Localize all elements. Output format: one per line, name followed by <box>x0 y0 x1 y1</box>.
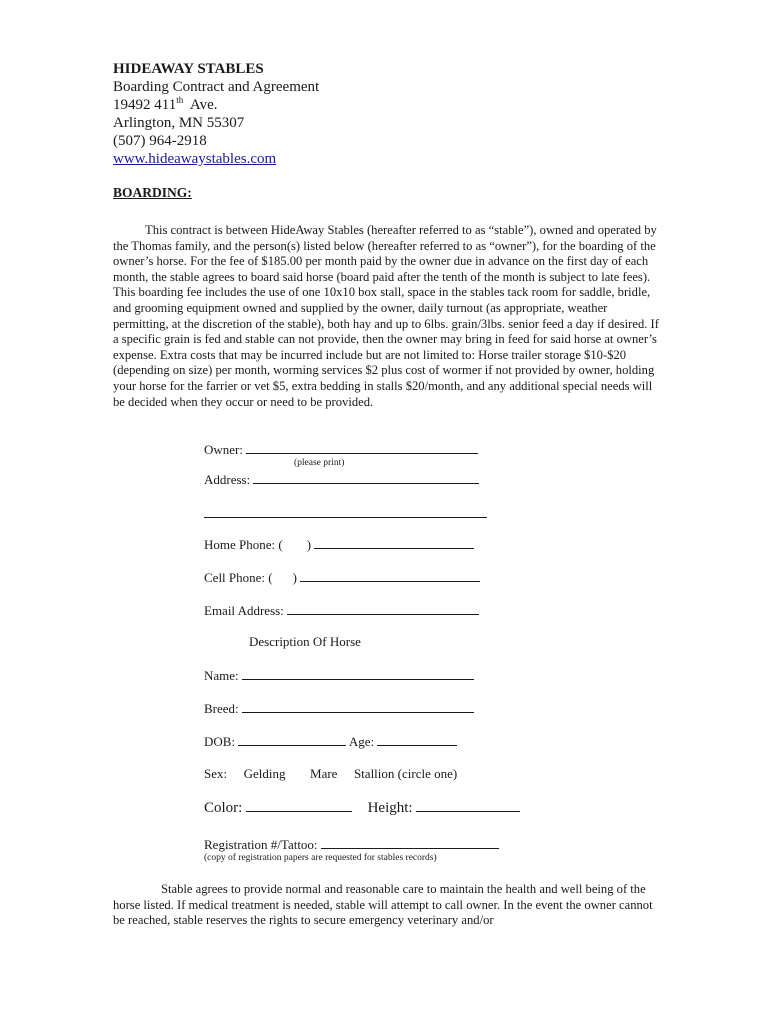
address-field <box>204 471 479 488</box>
cell-phone-blank[interactable] <box>300 569 480 582</box>
sex-label: Sex: <box>204 766 228 781</box>
color-label: Color: <box>204 800 243 816</box>
website-link[interactable]: www.hideawaystables.com <box>113 151 277 167</box>
home-phone-blank[interactable] <box>314 536 474 549</box>
dob-blank[interactable] <box>238 733 346 746</box>
home-phone-label: Home Phone: ( <box>204 537 283 552</box>
height-blank[interactable] <box>416 799 520 812</box>
city-line: Arlington, MN 55307 <box>113 115 245 131</box>
business-name: HIDEAWAY STABLES <box>113 61 264 77</box>
registration-label: Registration #/Tattoo: <box>204 837 318 852</box>
horse-name-field <box>204 667 474 684</box>
cell-phone-paren: ) <box>292 570 297 585</box>
home-phone-paren: ) <box>306 537 312 552</box>
registration-blank[interactable] <box>321 836 499 849</box>
breed-blank[interactable] <box>242 700 474 713</box>
boarding-terms-paragraph <box>113 223 659 410</box>
color-blank[interactable] <box>246 799 352 812</box>
section-title: BOARDING: <box>113 185 192 200</box>
owner-hint: (please print) <box>294 458 345 468</box>
cell-phone-field <box>204 569 480 586</box>
breed-field <box>204 700 474 717</box>
care-terms-text: Stable agrees to provide normal and reasonable care to maintain the health and well being of the horse listed. If medical treatment is needed, stable will attempt to call owner. In the event the owner cannot be reached, stable reserves the rights to secure emergency veterinary and/or <box>113 882 653 928</box>
horse-description-heading: Description Of Horse <box>249 634 361 649</box>
document-subtitle: Boarding Contract and Agreement <box>113 79 320 95</box>
letterhead <box>113 60 319 168</box>
street-ordinal: th <box>176 95 184 105</box>
registration-hint: (copy of registration papers are requested for stables records) <box>204 853 437 863</box>
height-label: Height: <box>367 800 413 816</box>
sex-option-stallion[interactable]: Stallion <box>353 766 395 781</box>
address-blank-2[interactable] <box>204 505 487 518</box>
email-field <box>204 602 479 619</box>
owner-label: Owner: <box>204 442 243 457</box>
owner-field <box>204 441 478 458</box>
horse-name-label: Name: <box>204 668 239 683</box>
registration-field <box>204 836 499 853</box>
sex-field <box>204 766 457 782</box>
street-suffix: Ave. <box>183 97 218 113</box>
owner-blank[interactable] <box>246 441 478 454</box>
boarding-terms-text: This contract is between HideAway Stables (hereafter referred to as “stable”), owned and operated by the Thomas family, and the person(s) listed below (hereafter referred to as “owner”), for the boarding of the owner’s horse. For the fee of $185.00 per month paid by the owner due in advance on the first day of each month, the stable agrees to board said horse (board paid after the tenth of the month is subject to late fees). This boarding fee includes the use of one 10x10 box stall, space in the stables tack room for saddle, bridle, and grooming equipment owned and supplied by the owner, daily turnout (as appropriate, weather permitting, at the discretion of the stable), both hay and up to 6lbs. grain/3lbs. senior feed a day if desired. If a specific grain is fed and stable can not provide, then the owner may bring in feed for said horse at owner’s expense. Extra costs that may be incurred include but are not limited to: Horse trailer storage $10-$20 (depending on size) per month, worming services $2 plus cost of wormer if not provided by owner, holding your horse for the farrier or vet $5, extra bedding in stalls $20/month, and any additional special needs will be decided when they occur or need to be provided. <box>113 223 659 409</box>
phone-number: (507) 964-2918 <box>113 133 207 149</box>
address-blank[interactable] <box>253 471 479 484</box>
home-phone-field <box>204 536 474 553</box>
dob-age-field <box>204 733 457 750</box>
address-line-2 <box>204 505 487 522</box>
sex-option-mare[interactable]: Mare <box>310 766 338 781</box>
street-number: 19492 411 <box>113 97 177 113</box>
email-label: Email Address: <box>204 603 284 618</box>
cell-phone-label: Cell Phone: ( <box>204 570 273 585</box>
sex-option-gelding[interactable]: Gelding <box>243 766 286 781</box>
dob-label: DOB: <box>204 734 236 749</box>
horse-name-blank[interactable] <box>242 667 474 680</box>
address-label: Address: <box>204 472 251 487</box>
care-terms-paragraph <box>113 882 659 929</box>
sex-hint: (circle one) <box>397 766 458 781</box>
breed-label: Breed: <box>204 701 239 716</box>
age-label: Age: <box>348 734 375 749</box>
age-blank[interactable] <box>377 733 457 746</box>
email-blank[interactable] <box>287 602 479 615</box>
street-address <box>113 96 319 114</box>
color-height-field <box>204 799 520 817</box>
